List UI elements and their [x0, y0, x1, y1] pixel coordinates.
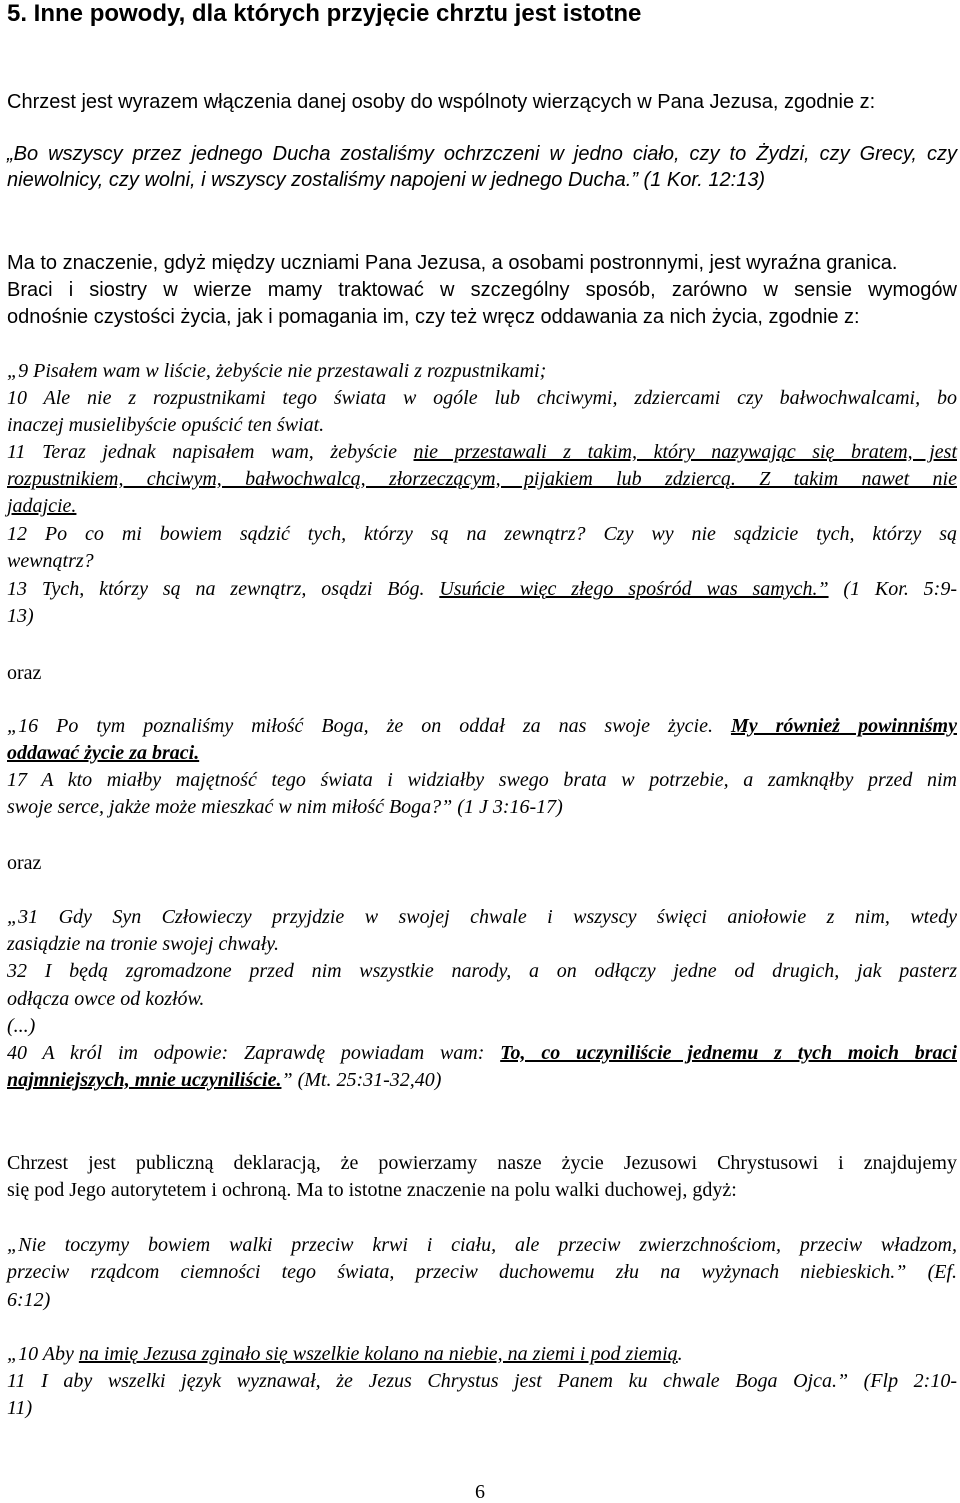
paragraph-2-line-1: Ma to znaczenie, gdyż między uczniami Pana Jezusa, a osobami postronnymi, jest wyraźna granica. [7, 252, 898, 274]
quote-1kor-5-line-4 [7, 440, 957, 464]
quote-ef-6-line-1: „Nie toczymy bowiem walki przeciw krwi i ciału, ale przeciw zwierzchnościom, przeciw władzom, [7, 1234, 957, 1256]
underlined-bold-text: najmniejszych, mnie uczyniliście. [7, 1069, 282, 1091]
paragraph-3-line-2: się pod Jego autorytetem i ochroną. Ma to istotne znaczenie na polu walki duchowej, gdyż: [7, 1179, 737, 1201]
quote-1kor-5-line-9 [7, 577, 957, 601]
quote-1kor-5-line-2: 10 Ale nie z rozpustnikami tego świata w ogóle lub chciwymi, zdziercami czy bałwochwalcami, bo [7, 387, 957, 409]
quote-text: „16 Po tym poznaliśmy miłość Boga, że on oddał za nas swoje życie. [7, 715, 731, 737]
quote-mt-25-line-2: zasiądzie na tronie swojej chwały. [7, 933, 280, 955]
underlined-bold-text: My również powinniśmy [730, 715, 957, 737]
paragraph-2-line-3: odnośnie czystości życia, jak i pomagania im, czy też wręcz oddawania za nich życia, zgodnie z: [7, 306, 860, 328]
quote-text: 13 Tych, którzy są na zewnątrz, osądzi Bóg. [7, 578, 440, 600]
quote-flp-2-line-1 [7, 1342, 683, 1366]
quote-flp-2-line-2: 11 I aby wszelki język wyznawał, że Jezus Chrystus jest Panem ku chwale Boga Ojca.” (Flp 2:10- [7, 1370, 957, 1392]
underlined-text: Usuńcie więc złego spośród was samych.” [439, 578, 829, 600]
quote-1kor-5-line-7: 12 Po co mi bowiem sądzić tych, którzy są na zewnątrz? Czy wy nie sądzicie tych, którzy są [7, 523, 957, 545]
quote-1j-3-line-1 [7, 714, 957, 738]
quote-1kor-5-line-6: jadajcie. [7, 495, 77, 517]
quote-1kor-12-line-2: niewolnicy, czy wolni, i wszyscy zostaliśmy napojeni w jednego Ducha.” (1 Kor. 12:13) [7, 169, 766, 191]
quote-1j-3-line-3: 17 A kto miałby majętność tego świata i widziałby swego brata w potrzebie, a zamknąłby przed nim [7, 769, 957, 791]
quote-1kor-5-line-8: wewnątrz? [7, 550, 94, 572]
connector-oraz: oraz [7, 662, 42, 684]
underlined-text: na imię Jezusa zginało się wszelkie kolano na niebie, na ziemi i pod ziemią [78, 1343, 678, 1365]
reference-text: (1 Kor. 5:9- [828, 578, 958, 600]
quote-text: 40 A król im odpowie: Zaprawdę powiadam wam: [7, 1042, 501, 1064]
quote-1kor-12-line-1: „Bo wszyscy przez jednego Ducha zostaliśmy ochrzczeni w jedno ciało, czy to Żydzi, czy Grecy, czy [7, 143, 957, 165]
section-heading: 5. Inne powody, dla których przyjęcie chrztu jest istotne [7, 0, 642, 27]
underlined-bold-text: To, co uczyniliście jednemu z tych moich braci [500, 1042, 957, 1064]
quote-mt-25-line-4: odłącza owce od kozłów. [7, 988, 205, 1010]
page-number: 6 [475, 1481, 485, 1503]
quote-1kor-5-line-10: 13) [7, 605, 34, 627]
quote-mt-25-line-7 [7, 1068, 441, 1092]
quote-1j-3-line-2: oddawać życie za braci. [7, 742, 200, 764]
underlined-text: nie przestawali z takim, który nazywając się bratem, jest [413, 441, 957, 463]
intro-paragraph: Chrzest jest wyrazem włączenia danej osoby do wspólnoty wierzących w Pana Jezusa, zgodnie z: [7, 91, 876, 113]
quote-flp-2-line-3: 11) [7, 1397, 33, 1419]
quote-1kor-5-line-3: inaczej musielibyście opuścić ten świat. [7, 414, 325, 436]
quote-1kor-5-line-5: rozpustnikiem, chciwym, bałwochwalcą, złorzeczącym, pijakiem lub zdziercą. Z takim nawet nie [7, 468, 957, 490]
connector-oraz: oraz [7, 852, 42, 874]
quote-ef-6-line-3: 6:12) [7, 1289, 51, 1311]
quote-text: 11 Teraz jednak napisałem wam, żebyście [7, 441, 414, 463]
reference-text: ” (Mt. 25:31-32,40) [281, 1069, 442, 1091]
paragraph-2-line-2: Braci i siostry w wierze mamy traktować w szczególny sposób, zarówno w sensie wymogów [7, 279, 957, 301]
quote-ef-6-line-2: przeciw rządcom ciemności tego świata, przeciw duchowemu złu na wyżynach niebieskich.” (Ef. [7, 1261, 957, 1283]
paragraph-3-line-1: Chrzest jest publiczną deklaracją, że powierzamy nasze życie Jezusowi Chrystusowi i znajdujemy [7, 1152, 957, 1174]
quote-mt-25-line-1: „31 Gdy Syn Człowieczy przyjdzie w swojej chwale i wszyscy święci aniołowie z nim, wtedy [7, 906, 957, 928]
quote-mt-25-line-6 [7, 1041, 957, 1065]
quote-mt-25-line-3: 32 I będą zgromadzone przed nim wszystkie narody, a on odłączy jedne od drugich, jak pasterz [7, 960, 957, 982]
quote-text: „10 Aby [7, 1343, 79, 1365]
quote-text: . [677, 1343, 683, 1365]
quote-1kor-5-line-1: „9 Pisałem wam w liście, żebyście nie przestawali z rozpustnikami; [7, 360, 547, 382]
quote-1j-3-line-4: swoje serce, jakże może mieszkać w nim miłość Boga?” (1 J 3:16-17) [7, 796, 563, 818]
quote-mt-25-line-5: (...) [7, 1015, 36, 1037]
